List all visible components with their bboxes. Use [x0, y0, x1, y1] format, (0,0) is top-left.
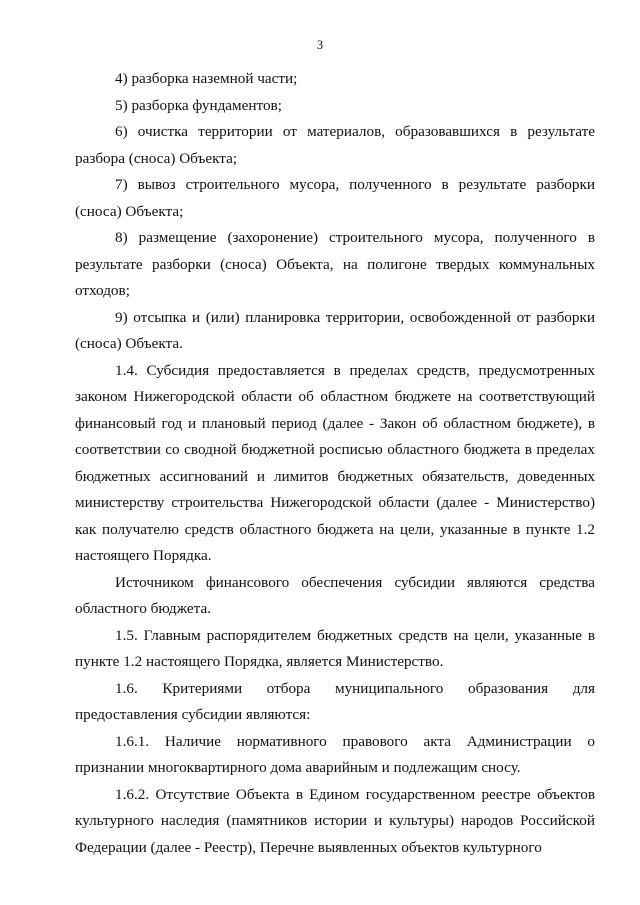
- page-number: 3: [316, 38, 324, 52]
- clause-1-5: 1.5. Главным распорядителем бюджетных средств на цели, указанные в пункте 1.2 настоящего Порядка, является Министерство.: [75, 626, 595, 670]
- document-body: [75, 66, 595, 861]
- list-item-5: 5) разборка фундаментов;: [115, 96, 282, 114]
- clause-1-6-1: 1.6.1. Наличие нормативного правового акта Администрации о признании многоквартирного дома аварийным и подлежащим сносу.: [75, 732, 595, 776]
- list-item-7: 7) вывоз строительного мусора, полученного в результате разборки (сноса) Объекта;: [75, 176, 595, 220]
- list-item-8: 8) размещение (захоронение) строительного мусора, полученного в результате разборки (сноса) Объекта, на полигоне твердых коммунальных отходов;: [75, 229, 595, 299]
- clause-1-4: 1.4. Субсидия предоставляется в пределах средств, предусмотренных законом Нижегородской области об областном бюджете на соответствующий финансовый год и плановый период (далее - Закон об областном бюджете), в соответствии со сводной бюджетной росписью областного бюджета в пределах бюджетных ассигнований и лимитов бюджетных обязательств, доведенных министерству строительства Нижегородской области (далее - Министерство) как получателю средств областного бюджета на цели, указанные в пункте 1.2 настоящего Порядка.: [75, 361, 595, 564]
- clause-1-6-2: 1.6.2. Отсутствие Объекта в Едином государственном реестре объектов культурного наследия (памятников истории и культуры) народов Российской Федерации (далее - Реестр), Перечне выявленных объектов культурного: [75, 785, 595, 856]
- clause-1-6: 1.6. Критериями отбора муниципального образования для предоставления субсидии являются:: [75, 679, 595, 723]
- list-item-6: 6) очистка территории от материалов, образовавшихся в результате разбора (сноса) Объекта;: [75, 123, 595, 167]
- funding-source-paragraph: Источником финансового обеспечения субсидии являются средства областного бюджета.: [75, 573, 595, 617]
- list-item-9: 9) отсыпка и (или) планировка территории, освобожденной от разборки (сноса) Объекта.: [75, 308, 595, 352]
- list-item-4: 4) разборка наземной части;: [115, 70, 298, 87]
